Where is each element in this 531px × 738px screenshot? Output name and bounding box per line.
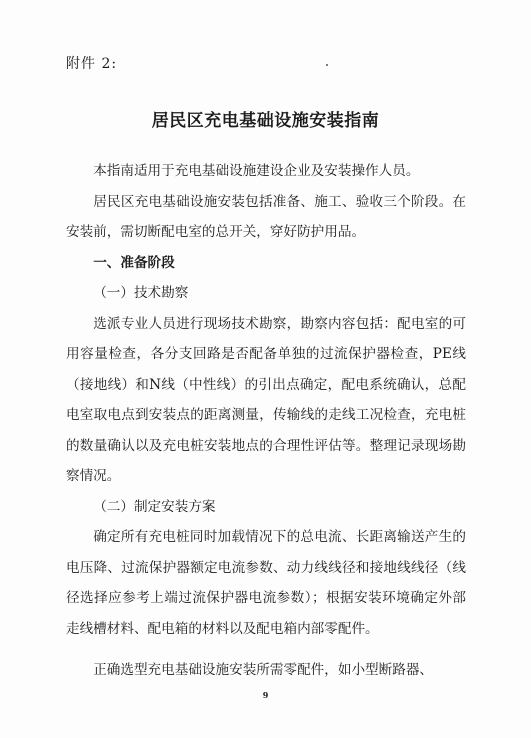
subsection-heading-plan: （二）制定安装方案 <box>93 498 216 515</box>
attachment-label: 附件 2: <box>66 56 118 72</box>
document-title: 居民区充电基础设施安装指南 <box>151 111 380 131</box>
plan-paragraph: 确定所有充电桩同时加载情况下的总电流、长距离输送产生的电压降、过流保护器额定电流参数、动力线线径和接地线线径（线径选择应参考上端过流保护器电流参数）；根据安装环境确定外部走线槽材料、配电箱的材料以及配电箱内部零配件。 <box>66 529 466 637</box>
intro-paragraph-2: 居民区充电基础设施安装包括准备、施工、验收三个阶段。在安装前，需切断配电室的总开关，穿好防护用品。 <box>66 193 466 240</box>
survey-paragraph: 选派专业人员进行现场技术勘察，勘察内容包括：配电室的可用容量检查，各分支回路是否配备单独的过流保护器检查，PE线（接地线）和N线（中性线）的引出点确定，配电系统确认，总配电室取电点到安装点的距离测量，传输线的走线工况检查，充电桩的数量确认以及充电桩安装地点的合理性评估等。整理记录现场勘察情况。 <box>66 315 466 484</box>
closing-paragraph: 正确选型充电基础设施安装所需零配件，如小型断路器、 <box>93 662 434 678</box>
subsection-heading-survey: （一）技术勘察 <box>93 285 189 301</box>
intro-paragraph-1: 本指南适用于充电基础设施建设企业及安装操作人员。 <box>93 163 420 179</box>
scan-speck <box>326 64 328 66</box>
page-number: 9 <box>262 690 269 700</box>
section-heading-preparation: 一、准备阶段 <box>93 254 175 271</box>
document-body <box>66 156 466 686</box>
